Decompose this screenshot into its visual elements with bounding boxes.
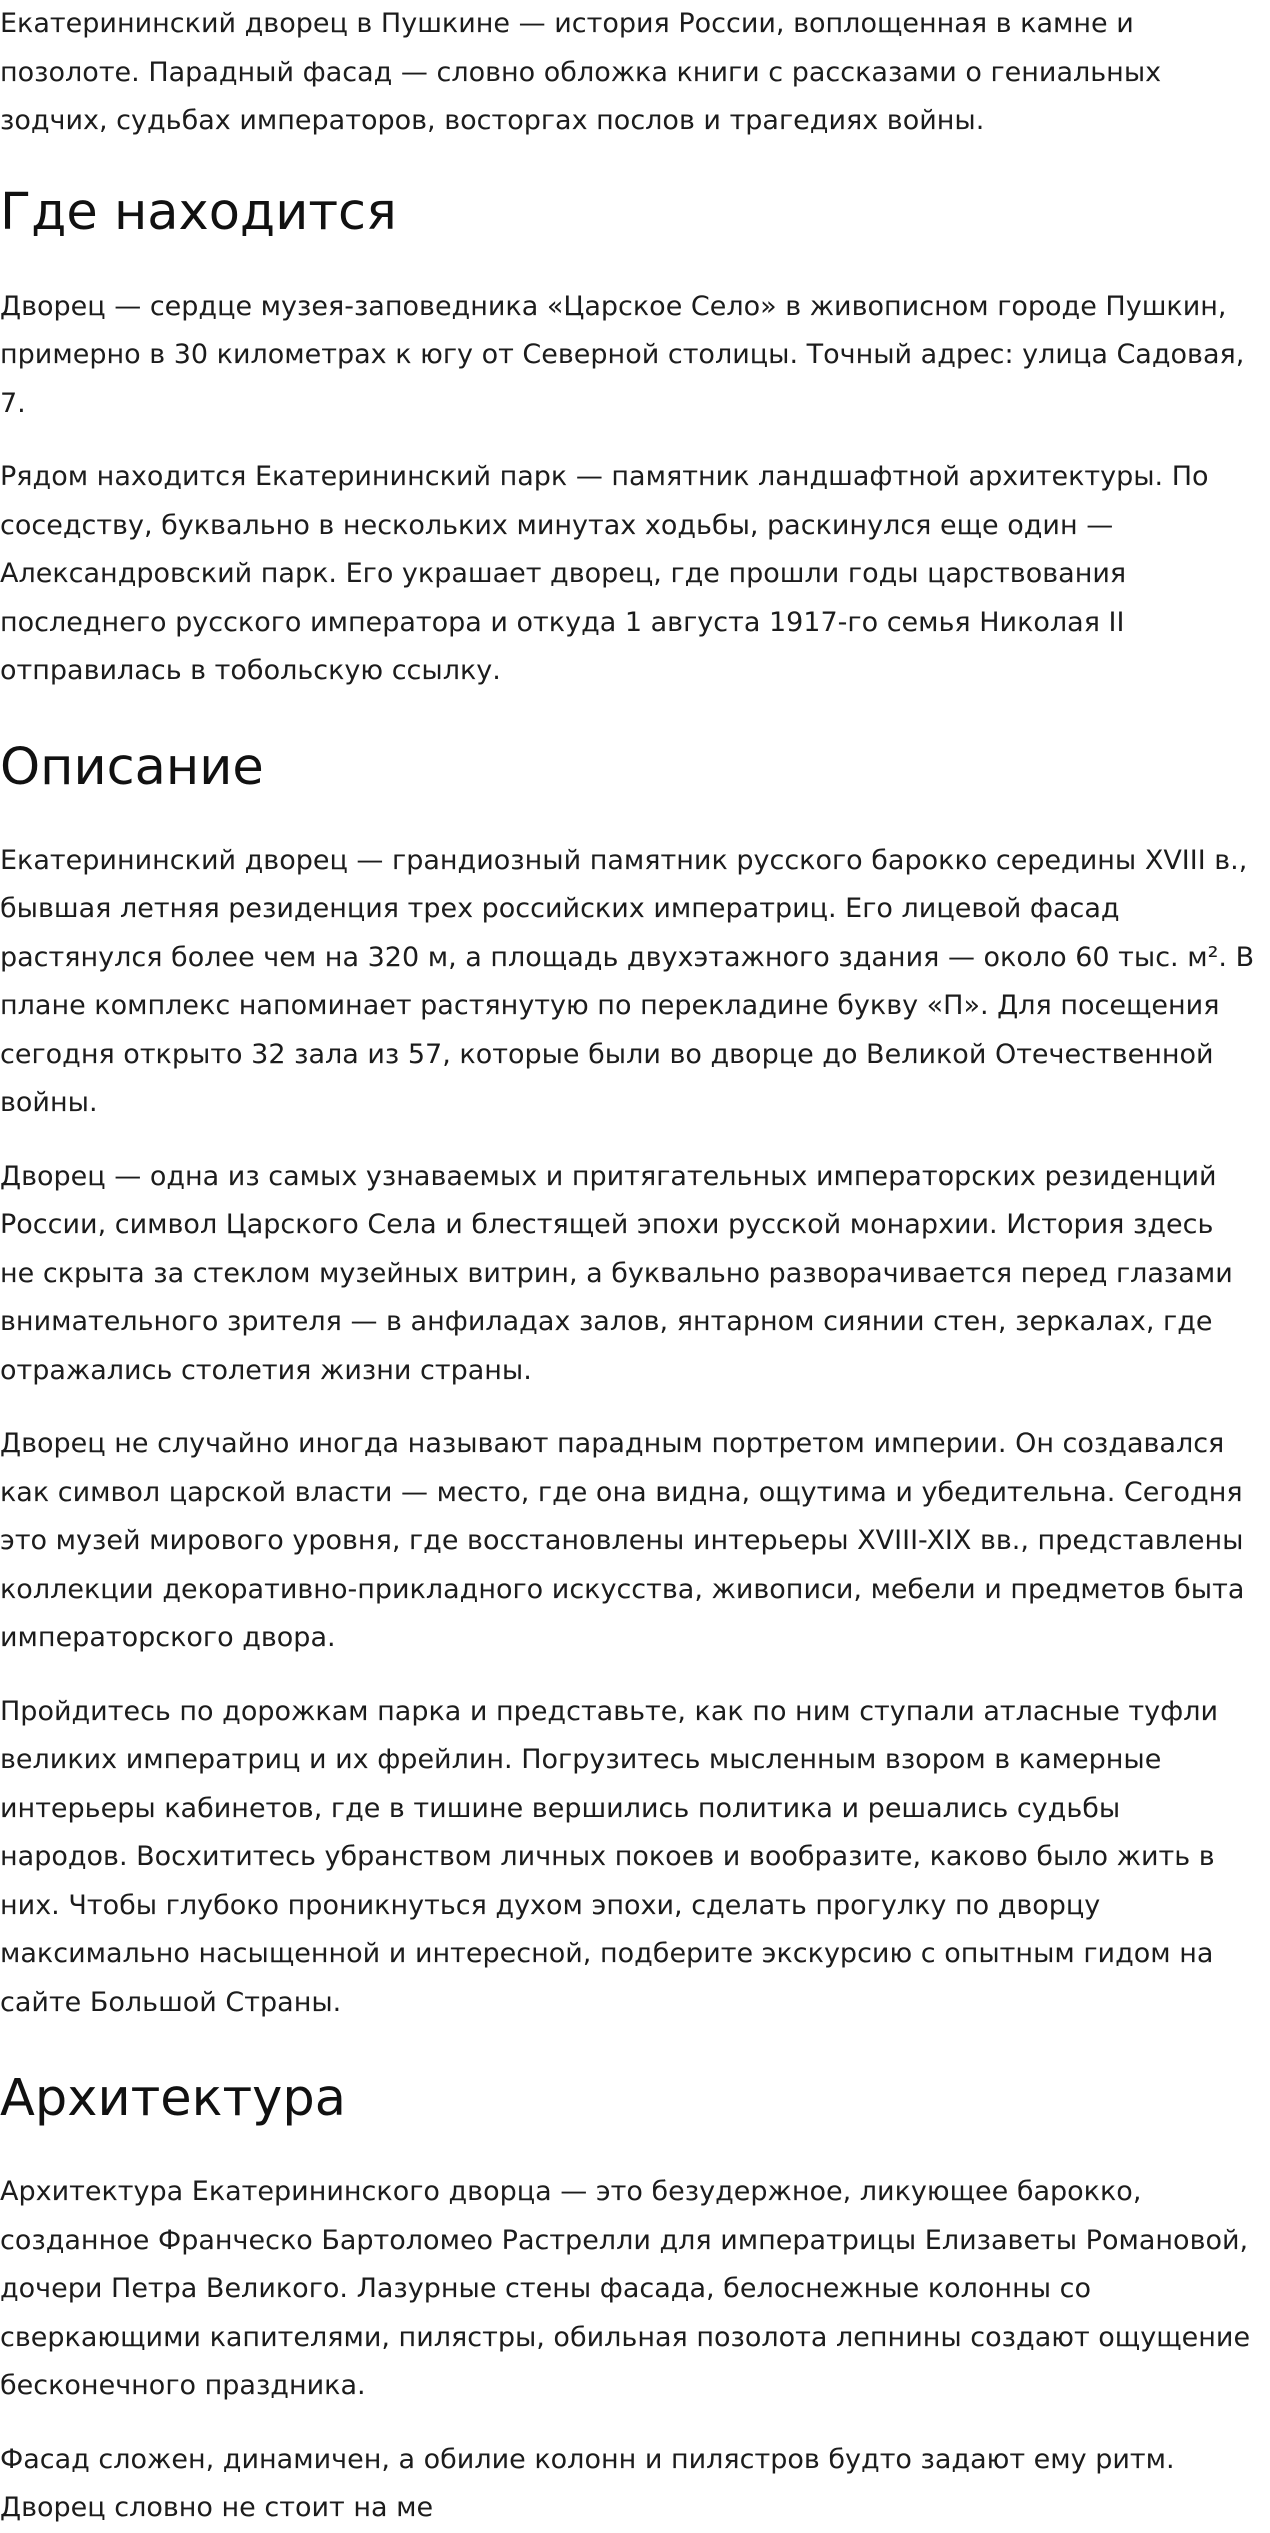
section-heading-architecture: Архитектура (0, 2069, 346, 2128)
paragraph: Архитектура Екатерининского дворца — это безудержное, ликующее барокко, созданное Франческо Бартоломео Растрелли для императрицы Елизаветы Романовой, дочери Петра Великого. Лазурные стены фасада, белоснежные колонны со сверкающими капителями, пилястры, обильная позолота лепнины создают ощущение бесконечного праздника. (0, 2176, 1251, 2401)
paragraph: Дворец не случайно иногда называют парадным портретом империи. Он создавался как символ царской власти — место, где она видна, ощутима и убедительна. Сегодня это музей мирового уровня, где восстановлены интерьеры XVIII-XIX вв., представлены коллекции декоративно-прикладного искусства, живописи, мебели и предметов быта императорского двора. (0, 1428, 1245, 1653)
paragraph: Дворец — сердце музея-заповедника «Царское Село» в живописном городе Пушкин, примерно в 30 километрах к югу от Северной столицы. Точный адрес: улица Садовая, 7. (0, 290, 1245, 419)
paragraph: Рядом находится Екатерининский парк — памятник ландшафтной архитектуры. По соседству, буквально в нескольких минутах ходьбы, раскинулся еще один — Александровский парк. Его украшает дворец, где прошли годы царствования последнего русского императора и откуда 1 августа 1917-го семья Николая II отправилась в тобольскую ссылку. (0, 461, 1209, 686)
section-heading-where: Где находится (0, 182, 397, 242)
paragraph: Фасад сложен, динамичен, а обилие колонн и пилястров будто задают ему ритм. Дворец словно не стоит на ме (0, 2443, 1175, 2523)
paragraph: Екатерининский дворец — грандиозный памятник русского барокко середины XVIII в., бывшая летняя резиденция трех российских императриц. Его лицевой фасад растянулся более чем на 320 м, а площадь двухэтажного здания — около 60 тыс. м². В плане комплекс напоминает растянутую по перекладине букву «П». Для посещения сегодня открыто 32 зала из 57, которые были во дворце до Великой Отечественной войны. (0, 844, 1255, 1118)
paragraph: Дворец — одна из самых узнаваемых и притягательных императорских резиденций России, символ Царского Села и блестящей эпохи русской монархии. История здесь не скрыта за стеклом музейных витрин, а буквально разворачивается перед глазами внимательного зрителя — в анфиладах залов, янтарном сиянии стен, зеркалах, где отражались столетия жизни страны. (0, 1160, 1233, 1386)
paragraph: Пройдитесь по дорожкам парка и представьте, как по ним ступали атласные туфли великих императриц и их фрейлин. Погрузитесь мысленным взором в камерные интерьеры кабинетов, где в тишине вершились политика и решались судьбы народов. Восхититесь убранством личных покоев и вообразите, каково было жить в них. Чтобы глубоко проникнуться духом эпохи, сделать прогулку по дворцу максимально насыщенной и интересной, подберите экскурсию с опытным гидом на сайте Большой Страны. (0, 1695, 1219, 2018)
intro-paragraph: Екатерининский дворец в Пушкине — история России, воплощенная в камне и позолоте. Парадный фасад — словно обложка книги с рассказами о гениальных зодчих, судьбах императоров, восторгах послов и трагедиях войны. (0, 8, 1162, 136)
section-heading-description: Описание (0, 737, 264, 797)
